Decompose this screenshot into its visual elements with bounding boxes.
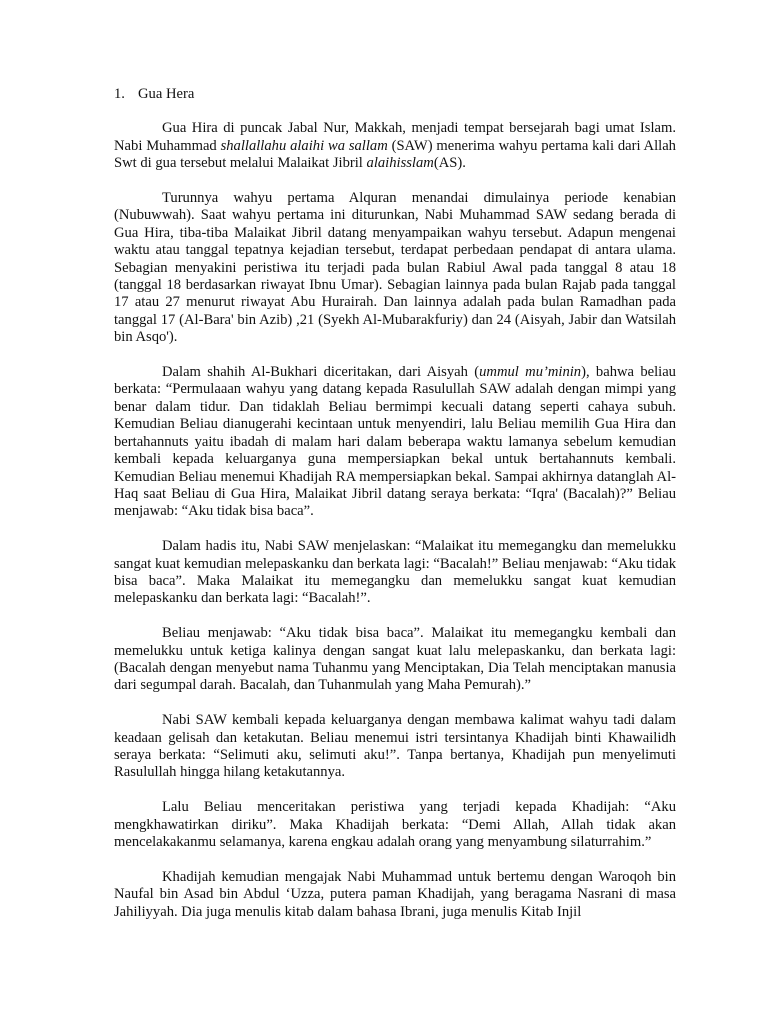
paragraph-third-embrace: Beliau menjawab: “Aku tidak bisa baca”. Malaikat itu memegangku kembali dan memelukku untuk ketiga kalinya dengan sangat kuat lalu melepaskanku, dan berkata lagi: (Bacalah dengan menyebut nama Tuhanmu yang Menciptakan, Dia Telah menciptakan manusia dari segumpal darah. Bacalah, dan Tuhanmulah yang Maha Pemurah).”: [114, 625, 676, 694]
paragraph-gua-hira-intro: [114, 120, 676, 172]
paragraph-waroqoh: Khadijah kemudian mengajak Nabi Muhammad untuk bertemu dengan Waroqoh bin Naufal bin Asad bin Abdul ‘Uzza, putera paman Khadijah, yang beragama Nasrani di masa Jahiliyyah. Dia juga menulis kitab dalam bahasa Ibrani, juga menulis Kitab Injil: [114, 868, 676, 920]
text-run: (AS).: [433, 155, 466, 172]
paragraph-first-revelation: [114, 190, 676, 347]
paragraph-return-home: Nabi SAW kembali kepada keluarganya dengan membawa kalimat wahyu tadi dalam keadaan gelisah dan ketakutan. Beliau menemui istri tersintanya Khadijah binti Khawailidh seraya berkata: “Selimuti aku, selimuti aku!”. Tanpa bertanya, Khadijah pun menyelimuti Rasulullah hingga hilang ketakutannya.: [114, 712, 676, 781]
paragraph-bukhari-narration: [114, 364, 676, 521]
text-run: Sebagian menyakini peristiwa itu terjadi pada bulan Rabiul Awal pada tanggal 8 atau 18 (tanggal 18 berdasarkan riwayat Ibnu Umar). Sebagian lainnya pada bulan Rajab pada tanggal 17 atau 27 menurut riwayat Abu Hurairah. Dan lainnya adalah pada bulan Ramadhan pada tanggal 17 (Al-Bara' bin Azib) ,21 (Syekh Al-Mubarakfuriy) dan 24 (Aisyah, Jabir dan Watsilah bin Asqo').: [114, 259, 676, 346]
text-run: Gua Hira di puncak Jabal Nur, Makkah, menjadi tempat bersejarah bagi umat Islam. Nabi Muhammad: [114, 120, 676, 154]
italic-term: ummul mu’minin: [479, 364, 582, 381]
text-run: Kemudian Beliau menemui Khadijah RA mempersiapkan bekal. Sampai akhirnya datanglah Al-Haq saat Beliau di Gua Hira, Malaikat Jibril datang seraya berkata: “Iqra' (Bacalah)?” Beliau menjawab: “Aku tidak bisa baca”.: [114, 468, 676, 520]
text-run: ), bahwa beliau berkata: “Permulaaan wahyu yang datang kepada Rasulullah SAW adalah dengan mimpi yang benar dalam tidur. Dan tidaklah Beliau bermimpi kecuali datang seperti cahaya subuh. Kemudian Beliau dianugerahi kecintaan untuk menyendiri, lalu Beliau memilih Gua Hira dan bertahannuts yaitu ibadah di malam hari dalam beberapa waktu lamanya sebelum kemudian kembali kepada keluarganya guna mempersiapkan bekal untuk bertahannuts kembali.: [114, 364, 676, 468]
text-run: (SAW) menerima wahyu pertama kali dari Allah Swt di gua tersebut melalui Malaikat Jibril: [114, 137, 676, 172]
paragraph-khadijah-reassurance: Lalu Beliau menceritakan peristiwa yang terjadi kepada Khadijah: “Aku mengkhawatirkan diriku”. Maka Khadijah berkata: “Demi Allah, Allah tidak akan mencelakakanmu selamanya, karena engkau adalah orang yang menyambung silaturrahim.”: [114, 799, 676, 850]
text-run: Turunnya wahyu pertama Alquran menandai dimulainya periode kenabian (Nubuwwah). Saat wahyu pertama ini diturunkan, Nabi Muhammad SAW sedang berada di Gua Hira, tiba-tiba Malaikat Jibril datang menyampaikan wahyu tersebut. Adapun mengenai waktu atau tanggal tepatnya kejadian tersebut, terdapat perbedaan pendapat di antara ulama.: [114, 190, 676, 259]
italic-term: shallallahu alaihi wa sallam: [220, 137, 388, 154]
paragraph-hadith-explanation: Dalam hadis itu, Nabi SAW menjelaskan: “Malaikat itu memegangku dan memelukku sangat kuat kemudian melepaskanku dan berkata lagi: “Bacalah!” Beliau menjawab: “Aku tidak bisa baca”. Maka Malaikat itu memegangku dan memelukku sangat kuat kemudian melepaskanku dan berkata lagi: “Bacalah!”.: [114, 538, 676, 607]
section-number: 1.: [114, 86, 125, 102]
text-run: Dalam shahih Al-Bukhari diceritakan, dari Aisyah (: [162, 364, 480, 381]
italic-term: alaihisslam: [366, 155, 434, 172]
section-title: Gua Hera: [138, 86, 195, 102]
document-page: [114, 86, 676, 938]
section-heading: [114, 86, 676, 103]
